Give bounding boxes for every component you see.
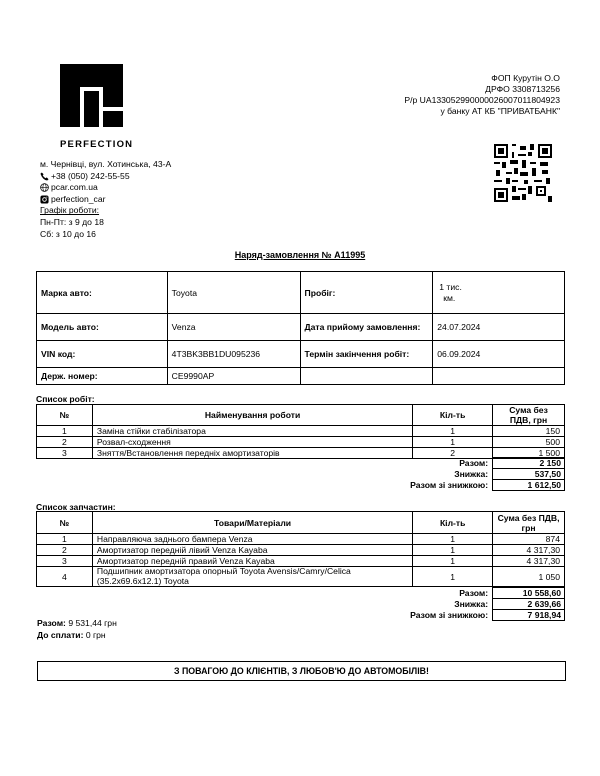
table-row <box>37 545 565 556</box>
seller-account: Р/р UA133052990000026007011804923 <box>404 95 560 105</box>
row-name-line-1: Подшипник амортизатора опорный Toyota Avensis/Camry/Celica <box>96 566 351 576</box>
parts-total-label: Разом: <box>459 588 489 598</box>
vin-label: VIN код: <box>37 341 168 368</box>
parts-total-value: 10 558,60 <box>493 588 565 599</box>
row-qty: 1 <box>413 534 493 545</box>
col-sum-line-2: грн <box>521 522 536 533</box>
seller-bank: у банку АТ КБ "ПРИВАТБАНК" <box>440 106 560 116</box>
table-row <box>37 534 565 545</box>
company-logo <box>60 64 123 127</box>
row-qty: 1 <box>413 426 493 437</box>
instagram-row <box>40 194 171 206</box>
model-label: Модель авто: <box>37 314 168 341</box>
row-name: Заміна стійки стабілізатора <box>92 426 412 437</box>
order-title-text: Наряд-замовлення № А11995 <box>234 250 366 260</box>
works-total-value: 2 150 <box>493 458 565 469</box>
col-sum-line-1: Сума без <box>509 405 548 415</box>
qr-code <box>494 144 552 202</box>
table-row <box>37 567 565 587</box>
row-name-line-2: (35.2x69.6x12.1) Toyota <box>96 575 189 586</box>
col-name: Товари/Матеріали <box>92 512 412 534</box>
car-row <box>37 368 565 385</box>
phone-row <box>40 171 171 183</box>
row-qty: 2 <box>413 448 493 459</box>
empty-cell <box>300 368 433 385</box>
row-num: 4 <box>37 567 93 587</box>
row-num: 1 <box>37 534 93 545</box>
globe-icon <box>40 183 49 192</box>
works-totals <box>320 457 565 491</box>
plate-value: CE9990AP <box>167 368 300 385</box>
schedule-label <box>40 205 171 217</box>
footer-slogan: З ПОВАГОЮ ДО КЛІЄНТІВ, З ЛЮБОВ'Ю ДО АВТОМОБІЛІВ! <box>37 661 566 681</box>
col-qty: Кіл-ть <box>413 512 493 534</box>
order-title <box>0 250 600 260</box>
works-total-label: Разом: <box>459 458 489 468</box>
row-name: Направляюча заднього бампера Venza <box>92 534 412 545</box>
schedule-weekdays: Пн-Пт: з 9 до 18 <box>40 216 104 227</box>
logo-text: PERFECTION <box>60 139 134 150</box>
parts-label: Список запчастин: <box>36 502 116 512</box>
mileage-value-2: км. <box>443 292 456 303</box>
col-qty: Кіл-ть <box>413 405 493 426</box>
seller-name: ФОП Курутін О.О <box>491 73 560 83</box>
mileage-value-1: 1 тис. <box>439 281 462 292</box>
row-name <box>92 567 412 587</box>
table-row <box>37 426 565 437</box>
works-header-row <box>37 405 565 426</box>
empty-cell <box>433 368 565 385</box>
summary-total-row <box>37 618 117 630</box>
finish-date-value: 06.09.2024 <box>433 341 565 368</box>
row-sum: 1 500 <box>493 448 565 459</box>
col-sum <box>493 512 565 534</box>
row-qty: 1 <box>413 567 493 587</box>
row-sum: 4 317,30 <box>493 545 565 556</box>
parts-table <box>36 511 565 587</box>
website-link[interactable]: pcar.com.ua <box>51 182 98 193</box>
row-num: 2 <box>37 437 93 448</box>
summary-total-value: 9 531,44 грн <box>68 618 117 628</box>
plate-label: Держ. номер: <box>37 368 168 385</box>
instagram-icon <box>40 195 49 204</box>
row-sum: 1 050 <box>493 567 565 587</box>
seller-info <box>404 73 560 117</box>
seller-drfo: ДРФО 3308713256 <box>485 84 560 94</box>
row-num: 3 <box>37 448 93 459</box>
col-name: Найменування роботи <box>92 405 412 426</box>
row-name: Амортизатор передній лівий Venza Kayaba <box>92 545 412 556</box>
car-row <box>37 341 565 368</box>
parts-discount-label: Знижка: <box>454 599 489 609</box>
parts-final-label: Разом зі знижкою: <box>410 610 489 620</box>
address-text: м. Чернівці, вул. Хотинська, 43-А <box>40 159 172 169</box>
schedule-saturday: Сб: з 10 до 16 <box>40 228 96 239</box>
works-table <box>36 404 565 459</box>
summary <box>37 618 117 641</box>
col-sum-line-1: Сума без ПДВ, <box>497 512 560 523</box>
works-label: Список робіт: <box>36 394 95 404</box>
parts-totals <box>320 587 565 621</box>
row-qty: 1 <box>413 545 493 556</box>
vin-value: 4T3BK3BB1DU095236 <box>167 341 300 368</box>
phone-icon <box>40 172 49 181</box>
mileage-value <box>433 272 565 314</box>
row-qty: 1 <box>413 556 493 567</box>
works-final-label: Разом зі знижкою: <box>410 480 489 490</box>
row-name: Зняття/Встановлення передніх амортизаторів <box>92 448 412 459</box>
accept-date-value: 24.07.2024 <box>433 314 565 341</box>
summary-due-value: 0 грн <box>85 629 106 640</box>
brand-label: Марка авто: <box>37 272 168 314</box>
row-name: Розвал-сходження <box>92 437 412 448</box>
summary-total-label: Разом: <box>37 618 66 628</box>
address <box>40 159 171 171</box>
row-num: 3 <box>37 556 93 567</box>
works-discount-label: Знижка: <box>454 469 489 479</box>
row-sum: 874 <box>493 534 565 545</box>
row-sum: 500 <box>493 437 565 448</box>
car-info-table <box>36 271 565 385</box>
car-row <box>37 314 565 341</box>
parts-discount-value: 2 639,66 <box>493 599 565 610</box>
accept-date-label: Дата прийому замовлення: <box>300 314 433 341</box>
row-sum: 4 317,30 <box>493 556 565 567</box>
works-discount-value: 537,50 <box>493 469 565 480</box>
works-final-value: 1 612,50 <box>493 480 565 491</box>
row-qty: 1 <box>413 437 493 448</box>
summary-due-row <box>37 630 117 642</box>
row-num: 2 <box>37 545 93 556</box>
instagram-link[interactable]: perfection_car <box>51 193 106 204</box>
website-row <box>40 182 171 194</box>
phone-text: +38 (050) 242-55-55 <box>51 170 130 181</box>
col-num: № <box>37 512 93 534</box>
col-sum <box>493 405 565 426</box>
col-sum-line-2: ПДВ, грн <box>509 415 548 425</box>
table-row <box>37 437 565 448</box>
car-row <box>37 272 565 314</box>
summary-due-label: До сплати: <box>37 629 84 640</box>
mileage-label: Пробіг: <box>300 272 433 314</box>
row-num: 1 <box>37 426 93 437</box>
col-num: № <box>37 405 93 426</box>
finish-date-label: Термін закінчення робіт: <box>300 341 433 368</box>
row-sum: 150 <box>493 426 565 437</box>
parts-final-value: 7 918,94 <box>493 610 565 621</box>
row-name: Амортизатор передній правий Venza Kayaba <box>92 556 412 567</box>
model-value: Venza <box>167 314 300 341</box>
table-row <box>37 556 565 567</box>
contacts-block <box>40 159 171 240</box>
schedule-label-text: Графік роботи: <box>40 205 100 216</box>
brand-value: Toyota <box>167 272 300 314</box>
parts-header-row <box>37 512 565 534</box>
